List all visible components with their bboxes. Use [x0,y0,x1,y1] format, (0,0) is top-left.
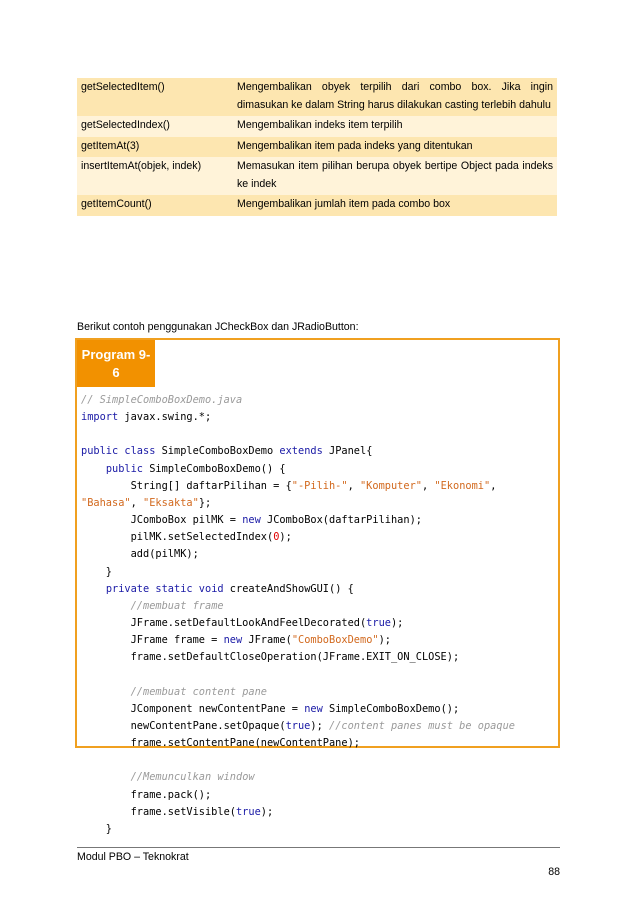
method-name: getSelectedItem() [81,81,165,93]
code-line: String[] daftarPilihan = {"-Pilih-", "Komputer", "Ekonomi", [81,479,497,492]
code-line: //membuat content pane [130,685,267,698]
footer-text: Modul PBO – Teknokrat [77,851,189,863]
code-line [81,752,557,769]
code-line: frame.setDefaultCloseOperation(JFrame.EXIT_ON_CLOSE); [81,651,460,664]
method-description: Mengembalikan jumlah item pada combo box [237,198,451,210]
page-number: 88 [548,866,560,878]
code-line: //membuat frame [130,599,224,612]
code-line: frame.setVisible(true); [81,805,274,818]
method-row [77,137,557,158]
program-label [77,340,155,387]
method-row [77,116,557,137]
code-line: } [81,565,112,578]
program-listing-box [75,338,560,835]
code-line: "Bahasa", "Eksakta"}; [81,496,212,509]
code-block [81,392,557,838]
method-name: getItemCount() [81,198,152,210]
method-name: insertItemAt(objek, indek) [81,160,202,172]
method-description: Memasukan item pilihan berupa obyek bertipe Object pada indeks ke indek [237,160,553,190]
code-line: public SimpleComboBoxDemo() { [105,462,286,475]
code-line: //Memunculkan window [130,771,255,784]
code-line: frame.setContentPane(newContentPane); [81,737,360,750]
code-line: // SimpleComboBoxDemo.java [81,394,243,406]
method-description: Mengembalikan indeks item terpilih [237,119,403,131]
method-description: Mengembalikan obyek terpilih dari combo box. Jika ingin dimasukan ke dalam String harus dilakukan casting terlebih dahulu [237,81,553,111]
code-line: pilMK.setSelectedIndex(0); [81,531,292,544]
code-line: JFrame.setDefaultLookAndFeelDecorated(true); [81,617,404,630]
code-line: JComboBox pilMK = new JComboBox(daftarPilihan); [81,514,422,527]
code-line [81,426,557,443]
code-line: private static void createAndShowGUI() { [105,582,354,595]
code-line: JFrame frame = new JFrame("ComboBoxDemo"); [81,634,392,647]
code-line: frame.pack(); [81,788,212,801]
code-line: } [81,822,112,835]
code-line: JComponent newContentPane = new SimpleComboBoxDemo(); [81,702,460,715]
intro-paragraph: Berikut contoh penggunakan JCheckBox dan JRadioButton: [77,321,359,333]
footer-divider [77,847,560,848]
method-name: getSelectedIndex() [81,119,170,131]
code-line: newContentPane.setOpaque(true); //content panes must be opaque [81,719,515,732]
method-row [77,78,557,116]
method-name: getItemAt(3) [81,139,140,152]
code-line: import javax.swing.*; [81,411,212,424]
method-row [77,157,557,195]
method-description: Mengembalikan item pada indeks yang ditentukan [237,139,473,152]
code-line [81,667,557,684]
code-line: add(pilMK); [81,548,199,561]
program-label-line2: 6 [112,365,120,380]
program-label-line1: Program 9- [81,347,151,362]
method-row [77,195,557,216]
code-line: public class SimpleComboBoxDemo extends JPanel{ [81,445,373,458]
method-table [77,78,557,216]
